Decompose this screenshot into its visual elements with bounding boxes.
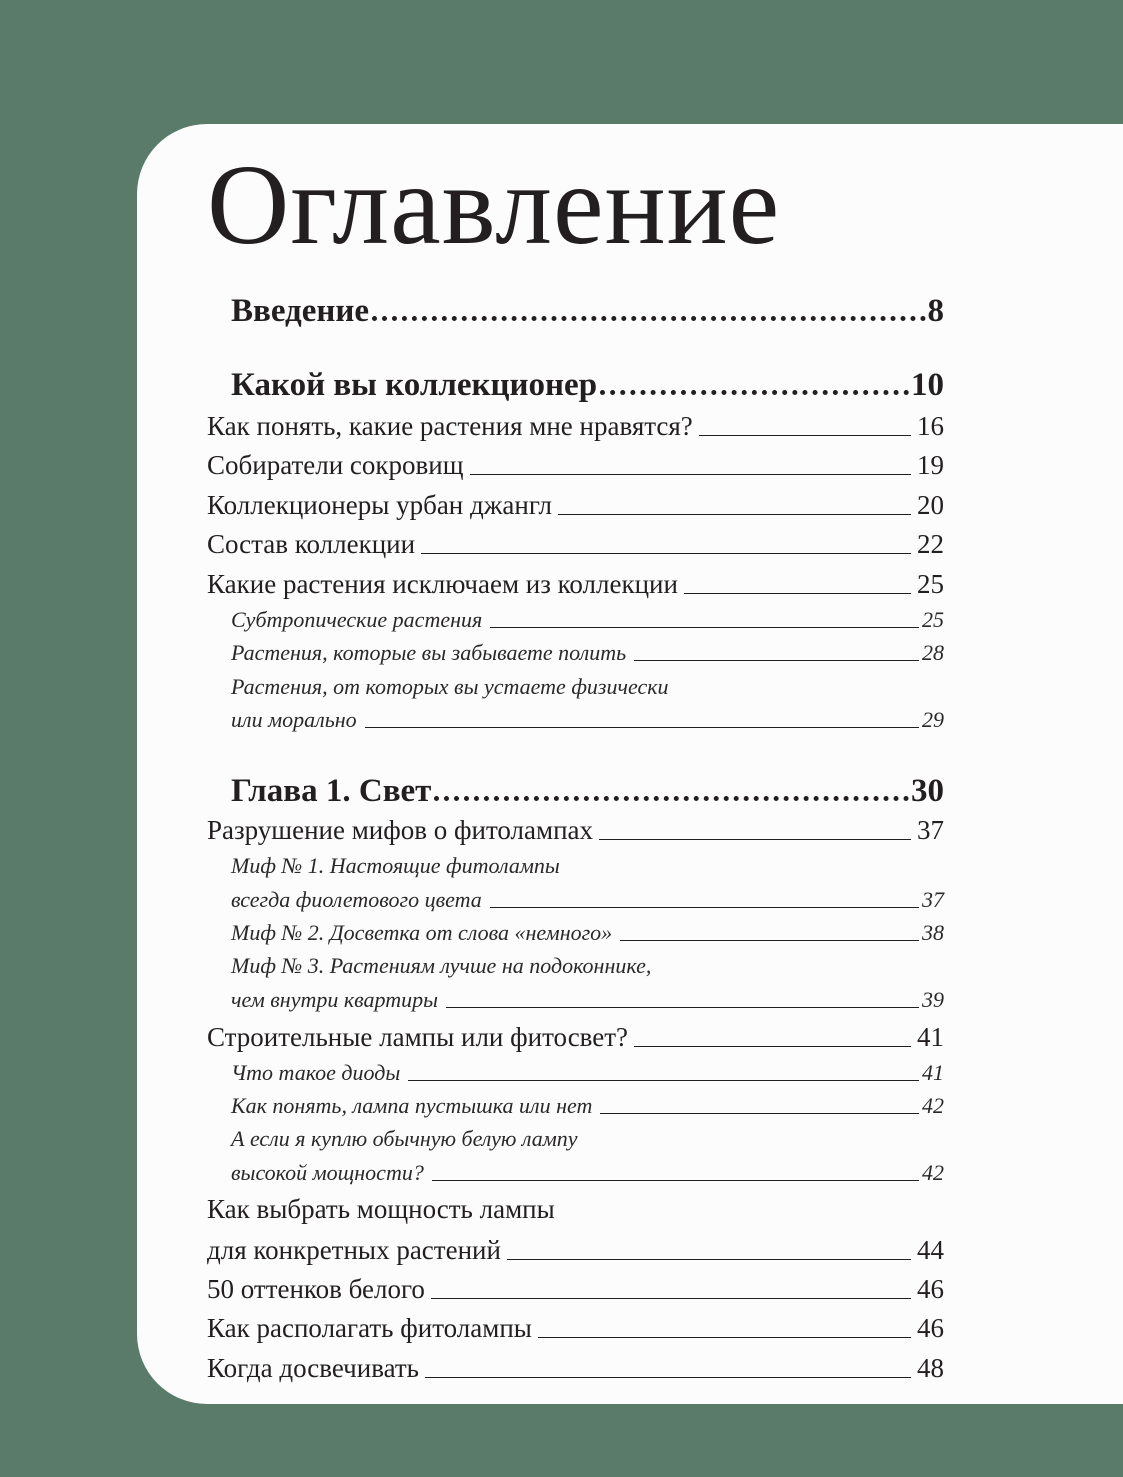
line-leader <box>408 1080 919 1081</box>
toc-subitem-line1[interactable]: Миф № 3. Растениям лучше на подоконнике, <box>231 953 652 978</box>
toc-item[interactable] <box>207 1273 944 1305</box>
line-leader <box>599 839 911 840</box>
toc-item[interactable] <box>207 1021 944 1053</box>
toc-subitem-title: Миф № 2. Досветка от слова «немного» <box>231 920 613 945</box>
toc-item[interactable] <box>207 814 944 846</box>
toc-item-title: Состав коллекции <box>207 529 416 559</box>
line-leader <box>490 907 919 908</box>
toc-page-number: 37 <box>917 815 944 845</box>
toc-page-number: 8 <box>927 293 944 329</box>
toc-item-title: Какие растения исключаем из коллекции <box>207 569 678 599</box>
toc-chapter-1[interactable] <box>231 770 944 810</box>
toc-subitem[interactable] <box>231 605 944 633</box>
toc-page-number: 48 <box>917 1353 944 1383</box>
toc-item-title: Строительные лампы или фитосвет? <box>207 1022 629 1052</box>
line-leader <box>431 1298 911 1299</box>
line-leader <box>538 1337 911 1338</box>
toc-subitem-line1[interactable]: Растения, от которых вы устаете физически <box>231 674 669 699</box>
toc-page-number: 44 <box>917 1235 944 1265</box>
toc-subitem-title: или морально <box>231 707 357 732</box>
toc-subitem[interactable] <box>231 1091 944 1119</box>
toc-subitem[interactable] <box>231 638 944 666</box>
line-leader <box>507 1259 911 1260</box>
toc-subitem[interactable] <box>231 918 944 946</box>
toc-page-number: 29 <box>922 707 944 732</box>
toc-subitem-title: высокой мощности? <box>231 1160 424 1185</box>
line-leader <box>490 627 919 628</box>
toc-subitem-line1[interactable]: Миф № 1. Настоящие фитолампы <box>231 853 560 878</box>
toc-item[interactable] <box>207 449 944 481</box>
line-leader <box>365 727 919 728</box>
toc-subitem[interactable] <box>231 705 944 733</box>
toc-page-number: 22 <box>917 529 944 559</box>
toc-item-title: Когда досвечивать <box>207 1353 419 1383</box>
toc-item[interactable] <box>207 528 944 560</box>
line-leader <box>684 593 911 594</box>
toc-item-line1[interactable]: Как выбрать мощность лампы <box>207 1194 555 1224</box>
line-leader <box>432 1180 919 1181</box>
toc-page-number: 41 <box>917 1022 944 1052</box>
toc-page-number: 37 <box>922 887 944 912</box>
toc-subitem[interactable] <box>231 985 944 1013</box>
toc-item-title: Собиратели сокровищ <box>207 450 464 480</box>
toc-subitem-title: Как понять, лампа пустышка или нет <box>231 1093 593 1118</box>
toc-page-number: 28 <box>922 640 944 665</box>
toc-item[interactable] <box>207 568 944 600</box>
toc-item[interactable] <box>207 489 944 521</box>
line-leader <box>600 1113 919 1114</box>
toc-item-title: Как понять, какие растения мне нравятся? <box>207 411 693 441</box>
dot-leader <box>372 316 925 321</box>
toc-page-number: 30 <box>911 773 944 809</box>
toc-item-title: Коллекционеры урбан джангл <box>207 490 553 520</box>
toc-page-number: 41 <box>922 1060 944 1085</box>
toc-item-title: Разрушение мифов о фитолампах <box>207 815 594 845</box>
toc-item[interactable] <box>207 410 944 442</box>
line-leader <box>699 435 911 436</box>
toc-subitem-title: Субтропические растения <box>231 607 483 632</box>
dot-leader <box>434 796 909 801</box>
toc-item[interactable] <box>207 1234 944 1266</box>
toc-page-number: 25 <box>917 569 944 599</box>
toc-page-number: 39 <box>922 987 944 1012</box>
line-leader <box>421 553 911 554</box>
toc-page-number: 46 <box>917 1313 944 1343</box>
line-leader <box>425 1377 911 1378</box>
line-leader <box>470 474 911 475</box>
line-leader <box>620 940 919 941</box>
line-leader <box>558 514 911 515</box>
toc-page-number: 38 <box>922 920 944 945</box>
toc-subitem[interactable] <box>231 1058 944 1086</box>
toc-chapter-title: Какой вы коллекционер <box>231 367 598 403</box>
toc-page-number: 42 <box>922 1160 944 1185</box>
toc-subitem[interactable] <box>231 885 944 913</box>
toc-subitem-title: чем внутри квартиры <box>231 987 439 1012</box>
toc-page-number: 42 <box>922 1093 944 1118</box>
toc-item[interactable] <box>207 1352 944 1384</box>
toc-item-title: для конкретных растений <box>207 1235 501 1265</box>
toc-page-number: 46 <box>917 1274 944 1304</box>
page-title: Оглавление <box>207 141 781 268</box>
toc-chapter-collector[interactable] <box>231 364 944 404</box>
line-leader <box>446 1007 919 1008</box>
toc-item[interactable] <box>207 1312 944 1344</box>
toc-page-number: 25 <box>922 607 944 632</box>
toc-subitem-line1[interactable]: А если я куплю обычную белую лампу <box>231 1126 578 1151</box>
toc-subitem[interactable] <box>231 1158 944 1186</box>
toc-chapter-intro[interactable] <box>231 290 944 330</box>
toc-chapter-title: Глава 1. Свет <box>231 773 432 809</box>
toc-item-title: 50 оттенков белого <box>207 1274 425 1304</box>
toc-item-title: Как располагать фитолампы <box>207 1313 532 1343</box>
line-leader <box>634 1046 911 1047</box>
dot-leader <box>600 390 909 395</box>
toc-subitem-title: всегда фиолетового цвета <box>231 887 482 912</box>
toc-subitem-title: Растения, которые вы забываете полить <box>231 640 627 665</box>
toc-chapter-title: Введение <box>231 293 370 329</box>
toc-subitem-title: Что такое диоды <box>231 1060 401 1085</box>
line-leader <box>634 660 919 661</box>
toc-page-number: 20 <box>917 490 944 520</box>
toc-page-number: 10 <box>911 367 944 403</box>
toc-page-number: 19 <box>917 450 944 480</box>
toc-page-number: 16 <box>917 411 944 441</box>
